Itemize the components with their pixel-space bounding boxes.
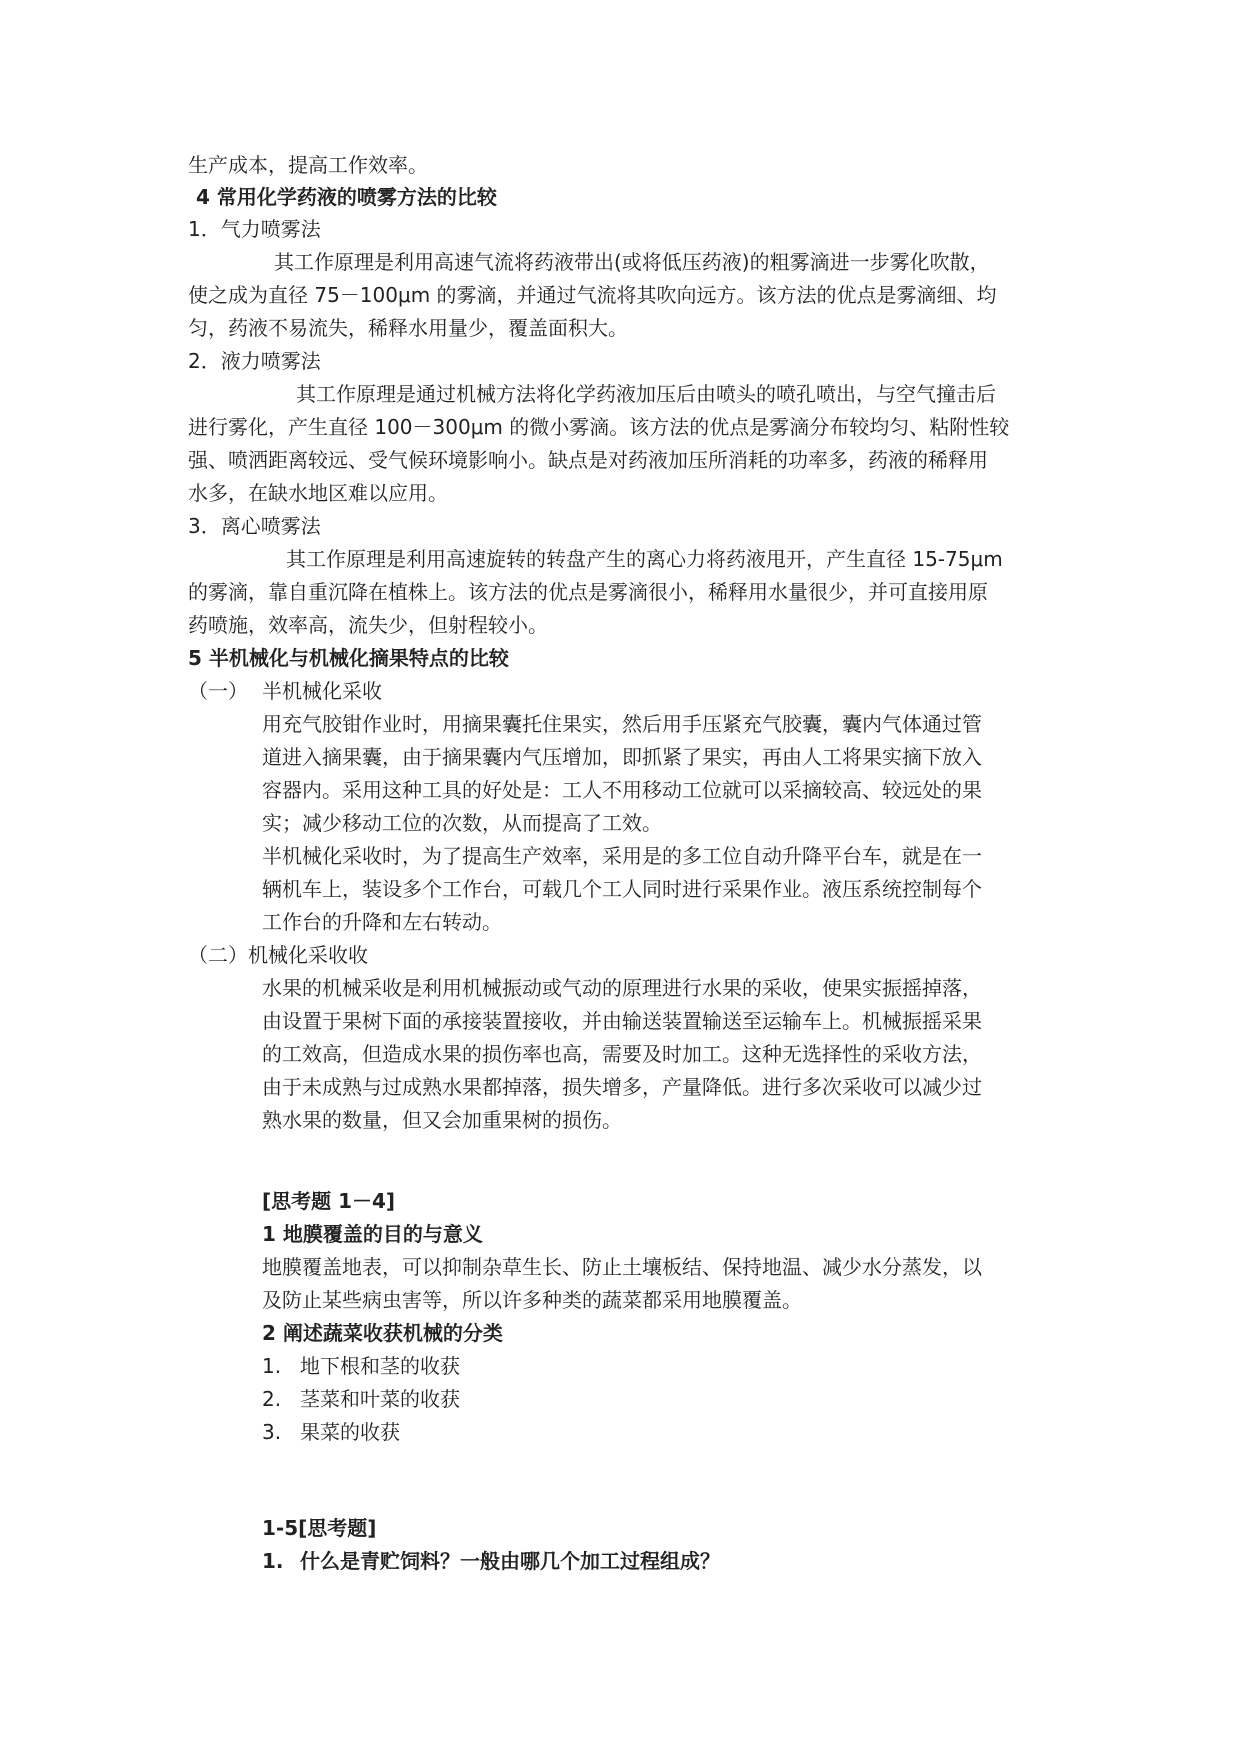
think-1-4-heading: [思考题 1－4] [262,1189,396,1213]
list-item-text: 地下根和茎的收获 [300,1354,460,1378]
method-2-title: 2．液力喷雾法 [188,349,321,373]
list-item-text: 茎菜和叶菜的收获 [300,1387,460,1411]
list-item-number: 2. [262,1387,282,1411]
section-4-heading: 4 常用化学药液的喷雾方法的比较 [196,185,497,209]
subsection-1-line: 道进入摘果囊，由于摘果囊内气压增加，即抓紧了果实，再由人工将果实摘下放入 [262,745,982,769]
continued-paragraph-line: 生产成本，提高工作效率。 [188,153,428,177]
subsection-2-line: 的工效高，但造成水果的损伤率也高，需要及时加工。这种无选择性的采收方法， [262,1042,982,1066]
list-item-text: 果菜的收获 [300,1420,400,1444]
subsection-1-line: 半机械化采收时，为了提高生产效率，采用是的多工位自动升降平台车，就是在一 [262,844,982,868]
method-1-line: 其工作原理是利用高速气流将药液带出(或将低压药液)的粗雾滴进一步雾化吹散， [274,250,990,274]
think-1-5-q1-text: 什么是青贮饲料？一般由哪几个加工过程组成？ [300,1549,720,1573]
subsection-1-line: 用充气胶钳作业时，用摘果囊托住果实，然后用手压紧充气胶囊，囊内气体通过管 [262,712,982,736]
think-1-5-heading: 1-5[思考题] [262,1516,377,1540]
subsection-1-line: 工作台的升降和左右转动。 [262,910,502,934]
think-1-4-q1-line: 及防止某些病虫害等，所以许多种类的蔬菜都采用地膜覆盖。 [262,1288,802,1312]
think-1-5-q1-number: 1. [262,1549,284,1573]
method-1-line: 匀，药液不易流失，稀释水用量少，覆盖面积大。 [188,316,628,340]
section-5-heading: 5 半机械化与机械化摘果特点的比较 [188,646,509,670]
subsection-1-number: （一） [188,679,248,703]
subsection-2-line: 水果的机械采收是利用机械振动或气动的原理进行水果的采收，使果实振摇掉落， [262,976,982,1000]
method-2-line: 进行雾化，产生直径 100－300μm 的微小雾滴。该方法的优点是雾滴分布较均匀、粘附性较 [188,415,1010,439]
subsection-2-line: 由设置于果树下面的承接装置接收，并由输送装置输送至运输车上。机械振摇采果 [262,1009,982,1033]
subsection-1-title: 半机械化采收 [262,679,382,703]
list-item-number: 3. [262,1420,282,1444]
method-1-line: 使之成为直径 75－100μm 的雾滴，并通过气流将其吹向远方。该方法的优点是雾滴细、均 [188,283,997,307]
subsection-1-line: 容器内。采用这种工具的好处是：工人不用移动工位就可以采摘较高、较远处的果 [262,778,982,802]
subsection-1-line: 辆机车上，装设多个工作台，可载几个工人同时进行采果作业。液压系统控制每个 [262,877,982,901]
subsection-2-line: 熟水果的数量，但又会加重果树的损伤。 [262,1108,622,1132]
think-1-4-q1-title: 1 地膜覆盖的目的与意义 [262,1222,483,1246]
subsection-2-title: （二）机械化采收收 [188,943,368,967]
list-item-number: 1. [262,1354,282,1378]
method-3-line: 药喷施，效率高，流失少，但射程较小。 [188,613,548,637]
method-3-title: 3．离心喷雾法 [188,514,321,538]
think-1-4-q1-line: 地膜覆盖地表，可以抑制杂草生长、防止土壤板结、保持地温、减少水分蒸发，以 [262,1255,982,1279]
method-2-line: 水多，在缺水地区难以应用。 [188,481,448,505]
subsection-2-line: 由于未成熟与过成熟水果都掉落，损失增多，产量降低。进行多次采收可以减少过 [262,1075,982,1099]
method-2-line: 强、喷洒距离较远、受气候环境影响小。缺点是对药液加压所消耗的功率多，药液的稀释用 [188,448,988,472]
subsection-1-line: 实；减少移动工位的次数，从而提高了工效。 [262,811,662,835]
method-3-line: 的雾滴，靠自重沉降在植株上。该方法的优点是雾滴很小，稀释用水量很少，并可直接用原 [188,580,988,604]
method-2-line: 其工作原理是通过机械方法将化学药液加压后由喷头的喷孔喷出，与空气撞击后 [296,382,996,406]
method-3-line: 其工作原理是利用高速旋转的转盘产生的离心力将药液甩开，产生直径 15-75μm [286,547,1003,571]
think-1-4-q2-title: 2 阐述蔬菜收获机械的分类 [262,1321,503,1345]
method-1-title: 1．气力喷雾法 [188,217,321,241]
